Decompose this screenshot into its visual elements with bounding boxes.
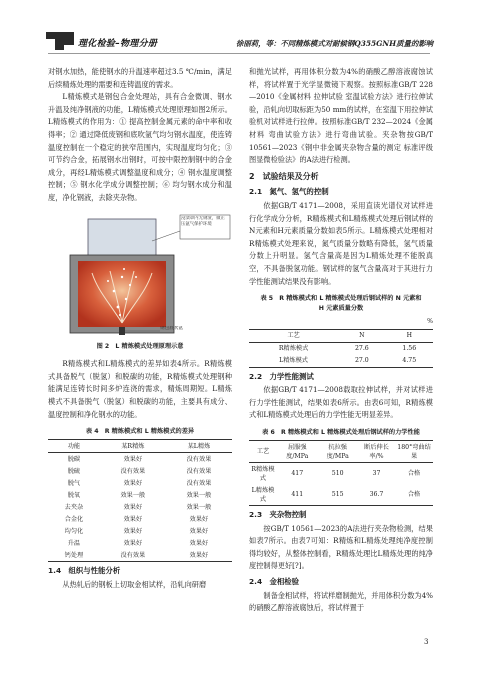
table-header: H: [386, 329, 433, 342]
table-header: 某R精炼: [100, 440, 166, 453]
journal-brand: 理化检验–物理分册: [78, 39, 158, 49]
paragraph: 从热轧后的钢板上切取金相试样，沿轧向研磨: [62, 579, 207, 589]
paragraph: 依据GB/T 4171—2008载取拉伸试样，并对试样进行力学性能测试，结果如表6所示。由表6可知，R精炼模式和L精炼模式处理后的力学性能无明显差异。: [249, 385, 433, 420]
table-cell: 效果好: [123, 455, 143, 463]
table-caption: 表 4 R 精炼模式和 L 精炼模式的差异: [85, 428, 195, 436]
table-header: 工艺: [249, 441, 277, 463]
table-header: 功能: [48, 440, 100, 453]
table-cell: 脱碳: [67, 455, 81, 463]
table-cell: 合格: [395, 484, 433, 506]
table-caption: [249, 294, 433, 314]
table-cell: 1.56: [402, 345, 417, 353]
table-cell: 27.0: [338, 355, 385, 368]
table-cell: 36.7: [358, 484, 395, 506]
table-cell: 效果好: [189, 527, 209, 535]
table-cell: 27.6: [354, 345, 369, 353]
table-cell: L精炼模式: [249, 355, 338, 368]
table-cell: 没有效果: [186, 467, 212, 475]
section-heading: 1.4 组织与性能分析: [48, 566, 121, 576]
table-cell: 效果一般: [186, 503, 212, 511]
callout-bottom: 钢包底吹氩: [160, 325, 183, 331]
table-cell: 4.75: [386, 355, 433, 368]
table-cell: 效果好: [123, 479, 143, 487]
table-cell: 37: [372, 470, 381, 478]
table-header: 断后伸长率/%: [358, 441, 395, 463]
paragraph: 制备金相试样，将试样磨制抛光，并用体积分数为4%的硝酸乙醇溶液腐蚀后，将试样置于: [249, 590, 433, 613]
table-row: [48, 525, 232, 537]
table-cell: 417: [291, 470, 304, 478]
table-cell: 均匀化: [64, 527, 84, 535]
table-cell: 515: [317, 484, 357, 506]
table-cell: 脱氧: [67, 491, 81, 499]
table-cell: 钙处理: [48, 549, 100, 562]
table-cell: 效果好: [166, 549, 232, 562]
table-cell: 效果好: [123, 539, 143, 547]
table-row: [48, 549, 232, 562]
table-cell: 效果好: [123, 515, 143, 523]
table-row: [249, 463, 433, 485]
table-caption-line: H 元素质量分数: [318, 305, 364, 313]
section-heading: 2.4 金相检验: [249, 577, 300, 587]
paragraph: 按GB/T 10561—2023的A法进行夹杂物检测，结果如表7所示。由表7可知：R精炼和L精炼处理纯净度控制得均较好，从整体控制看，R精炼处理比L精炼处理的纯净度控制得更好[?]。: [249, 523, 433, 571]
running-title: 徐丽莉，等：不同精炼模式对耐候钢Q355GNH质量的影响: [236, 39, 434, 48]
paragraph: 依据GB/T 4171—2008，采用直读光谱仪对试样进行化学成分分析，R精炼模式和L精炼模式处理后钢试样的N元素和H元素质量分数如表5所示。L精炼模式处理相对R精炼模式处理来说，氮气质量分数略有降低，氢气质量分数上升明显。氢气含量高是因为L精炼处理不能脱真空，不具备脱氢功能。钢试样的氢气含量高对于其进行力学性能测试结果没有影响。: [249, 200, 433, 286]
table-row: [48, 501, 232, 513]
table-cell: 510: [331, 470, 344, 478]
table-row: [48, 513, 232, 525]
page-number: 3: [424, 638, 429, 646]
table-row: [48, 453, 232, 466]
table-cell: 效果好: [123, 527, 143, 535]
paragraph: 对钢水加热，能使钢水的升温速率超过3.5 ℃/min，满足后续精炼处理的需要和连铸温度的需求。: [48, 67, 232, 89]
table-row: [249, 342, 433, 355]
bottom-blowing-plug: [119, 327, 125, 335]
table-4: [48, 439, 232, 562]
journal-logo: [46, 28, 162, 52]
table-header: 抗拉强度/MPa: [317, 441, 357, 463]
table-cell: 效果一般: [120, 491, 146, 499]
table-cell: 效果好: [123, 503, 143, 511]
right-column: [249, 66, 433, 615]
table-cell: 没有效果: [186, 455, 212, 463]
header-divider: [48, 53, 430, 54]
section-heading: 2.1 氮气、氢气的控制: [249, 187, 329, 197]
table-row: [48, 489, 232, 501]
callout-top: 浸渍罩内无钢渣，微正压氩气保护环境: [181, 215, 225, 227]
table-header: 180°弯曲结果: [395, 441, 433, 463]
table-cell: L精炼模式: [249, 484, 277, 506]
paragraph: 和抛光试样，再用体积分数为4%的硝酸乙醇溶液腐蚀试样，将试样置于光学显微镜下观察。按照标准GB/T 228—2010《金属材料 拉伸试验 室温试验方法》进行拉伸试验，沿轧向切取标距为50 mm的试样，在室温下用拉伸试验机对试样进行拉伸。按照标准GB/T 232—2024《金属材料 弯曲试验方法》进行弯曲试验。夹杂物按GB/T 10561—2023《钢中非金属夹杂物含量的测定 标准评级图显微检验法》的A法进行检测。: [249, 67, 433, 165]
table-header: N: [338, 329, 385, 342]
figure-caption: 图 2 L 精炼模式处理原理示意: [96, 342, 184, 350]
table-header: 屈服强度/MPa: [277, 441, 317, 463]
section-heading: 2 试验结果及分析: [249, 171, 319, 181]
table-cell: R精炼模式: [251, 465, 275, 482]
table-row: [249, 355, 433, 368]
table-row: [48, 477, 232, 489]
table-header: 某L精炼: [166, 440, 232, 453]
table-cell: 没有效果: [186, 479, 212, 487]
table-cell: 效果好: [189, 539, 209, 547]
table-unit: %: [427, 318, 433, 326]
table-cell: 合格: [407, 470, 421, 478]
table-cell: 脱气: [67, 479, 81, 487]
table-cell: 升温: [67, 539, 81, 547]
figure-2: [48, 211, 232, 339]
table-cell: 合金化: [64, 515, 84, 523]
table-6: [249, 440, 433, 506]
table-cell: 脱硫: [67, 467, 81, 475]
table-5: [249, 329, 433, 368]
section-heading: 2.2 力学性能测试: [249, 371, 314, 381]
section-heading: 2.3 夹杂物控制: [249, 510, 307, 520]
ladle-diagram: [48, 211, 232, 339]
table-cell: 没有效果: [120, 467, 146, 475]
paragraph: R精炼模式和L精炼模式的差异如表4所示。R精炼模式具备脱气（脱氢）和脱碳的功能，R精炼模式处理钢种能满足连铸长时间多炉连浇的需求，精炼周期短。L精炼模式不具备脱气（脱氢）和脱碳的功能，主要具有成分、温度控制和净化钢水的功能。: [48, 359, 232, 419]
table-caption-line: 表 5 R 精炼模式和 L 精炼模式处理后钢试样的 N 元素和: [260, 295, 422, 303]
molten-steel: [78, 261, 166, 327]
table-header: 工艺: [249, 329, 338, 342]
table-cell: R精炼模式: [278, 345, 309, 353]
table-cell: 效果一般: [186, 491, 212, 499]
journal-logo-mark-icon: [46, 28, 74, 50]
paragraph: L精炼模式是钢包合金处理站，具有合金微调、钢水升温及纯净钢液的功能，L精炼模式处理原理如图2所示。L精炼模式的作用为：① 提高控制金属元素的命中率和收得率；② 通过降低废钢和底吹氩气均匀钢水温度，使连铸温度控制在一个稳定的狭窄范围内，实现温度均匀化；③ 可节约合金，拓展钢水出钢时，可按中限控制钢中的合金成分，再经L精炼模式调整温度和成分；④ 钢水温度调整控制；⑤ 钢水化学成分调整控制；⑥ 均匀钢水成分和温度，净化钢液，去除夹杂物。: [48, 92, 232, 202]
table-cell: 411: [277, 484, 317, 506]
table-row: [48, 537, 232, 549]
left-column: [48, 66, 232, 591]
table-caption: 表 6 R 精炼模式和 L 精炼模式处理后钢试样的力学性能: [262, 429, 420, 437]
table-row: [48, 465, 232, 477]
table-cell: 效果好: [189, 515, 209, 523]
table-row: [249, 484, 433, 506]
table-cell: 没有效果: [100, 549, 166, 562]
table-cell: 去夹杂: [64, 503, 84, 511]
